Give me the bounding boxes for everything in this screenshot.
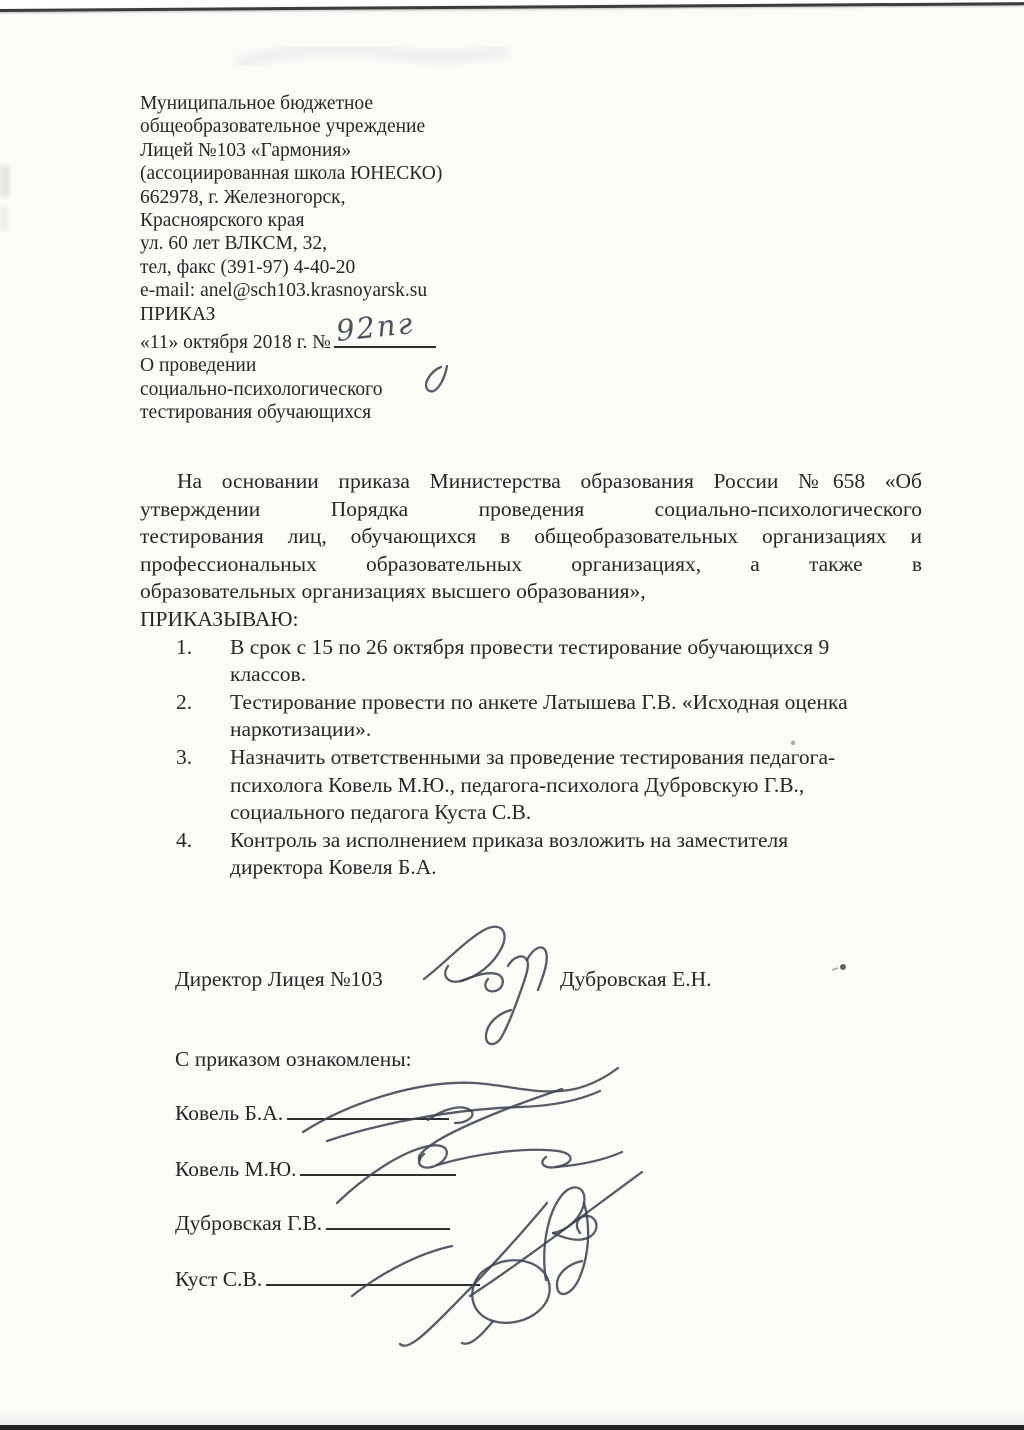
signatory-row <box>175 1156 456 1182</box>
order-item <box>140 689 922 744</box>
signature-line <box>326 1224 450 1230</box>
letterhead-line: общеобразовательное учреждение <box>140 116 426 138</box>
signatory-row <box>175 1210 450 1236</box>
paragraph-line: утверждении Порядка проведения социально-психологического <box>140 496 922 521</box>
item-text <box>230 827 922 882</box>
prikaz-heading: ПРИКАЗЫВАЮ: <box>140 606 299 631</box>
order-date-text: «11» октября 2018 г. № <box>140 332 331 354</box>
paragraph-line: На основании приказа Министерства образования России №658 «Об <box>177 469 922 493</box>
order-item <box>140 827 922 882</box>
item-text <box>230 744 922 827</box>
signature-line <box>287 1114 449 1120</box>
paragraph-line: тестирования лиц, обучающихся в общеобразовательных организациях и <box>140 524 922 549</box>
item-number: 3. <box>176 744 193 769</box>
letterhead <box>140 92 560 425</box>
signatory-name: Куст С.В. <box>175 1267 263 1291</box>
scan-edge-bottom-shade <box>0 1411 1024 1425</box>
acknowledged-heading: С приказом ознакомлены: <box>175 1047 412 1071</box>
director-label: Директор Лицея №103 <box>175 967 383 991</box>
item-text <box>230 689 922 744</box>
item-line: Тестирование провести по анкете Латышева Г.В. «Исходная оценка <box>230 689 848 714</box>
signature-line <box>300 1170 456 1176</box>
item-line: классов. <box>230 662 307 687</box>
item-line: наркотизации». <box>230 717 372 742</box>
letterhead-line: тел, факс (391-97) 4-40-20 <box>140 256 356 278</box>
item-line: В срок с 15 по 26 октября провести тестирование обучающихся 9 <box>230 634 830 659</box>
signatory-name: Ковель М.Ю. <box>175 1157 297 1181</box>
handwritten-order-number: 92пг <box>334 306 416 349</box>
item-line: директора Ковеля Б.А. <box>230 855 437 880</box>
signature-line <box>266 1280 480 1286</box>
item-number: 4. <box>176 827 193 852</box>
letterhead-line: (ассоциированная школа ЮНЕСКО) <box>140 163 443 185</box>
item-line: Контроль за исполнением приказа возложить на заместителя <box>230 827 789 852</box>
item-line: социального педагога Куста С.В. <box>230 800 532 825</box>
item-number: 2. <box>176 689 193 714</box>
signatory-name: Ковель Б.А. <box>175 1101 284 1125</box>
signatory-row <box>175 1266 480 1292</box>
order-subject-line: тестирования обучающихся <box>140 402 372 424</box>
letterhead-line: e-mail: anel@sch103.krasnoyarsk.su <box>140 280 428 302</box>
order-item <box>140 634 922 689</box>
order-subject-line: О проведении <box>140 355 257 377</box>
scan-edge-bottom-line <box>0 1425 1024 1430</box>
item-number: 1. <box>176 634 193 659</box>
item-line: психолога Ковель М.Ю., педагога-психолога Дубровскую Г.В., <box>230 772 805 797</box>
order-item <box>140 744 922 827</box>
item-text <box>230 634 922 689</box>
signatory-name: Дубровская Г.В. <box>175 1211 323 1235</box>
director-name: Дубровская Е.Н. <box>560 967 712 991</box>
letterhead-line: Муниципальное бюджетное <box>140 93 374 114</box>
item-line: Назначить ответственными за проведение тестирования педагога- <box>230 744 836 769</box>
paragraph-line: профессиональных образовательных организациях, а также в <box>140 551 922 576</box>
order-body <box>140 468 922 882</box>
order-title: ПРИКАЗ <box>140 303 216 325</box>
signature-dubrovskaya <box>470 1172 642 1296</box>
letterhead-line: Лицей №103 «Гармония» <box>140 139 352 161</box>
order-number-blank <box>334 306 436 349</box>
letterhead-line: ул. 60 лет ВЛКСМ, 32, <box>140 233 328 255</box>
letterhead-line: 662978, г. Железногорск, <box>140 186 346 208</box>
signatory-row <box>175 1100 449 1126</box>
paragraph-line: образовательных организациях высшего образования», <box>140 579 646 604</box>
director-signature <box>424 927 547 1044</box>
order-subject-line: социально-психологического <box>140 378 383 400</box>
letterhead-line: Красноярского края <box>140 210 305 232</box>
